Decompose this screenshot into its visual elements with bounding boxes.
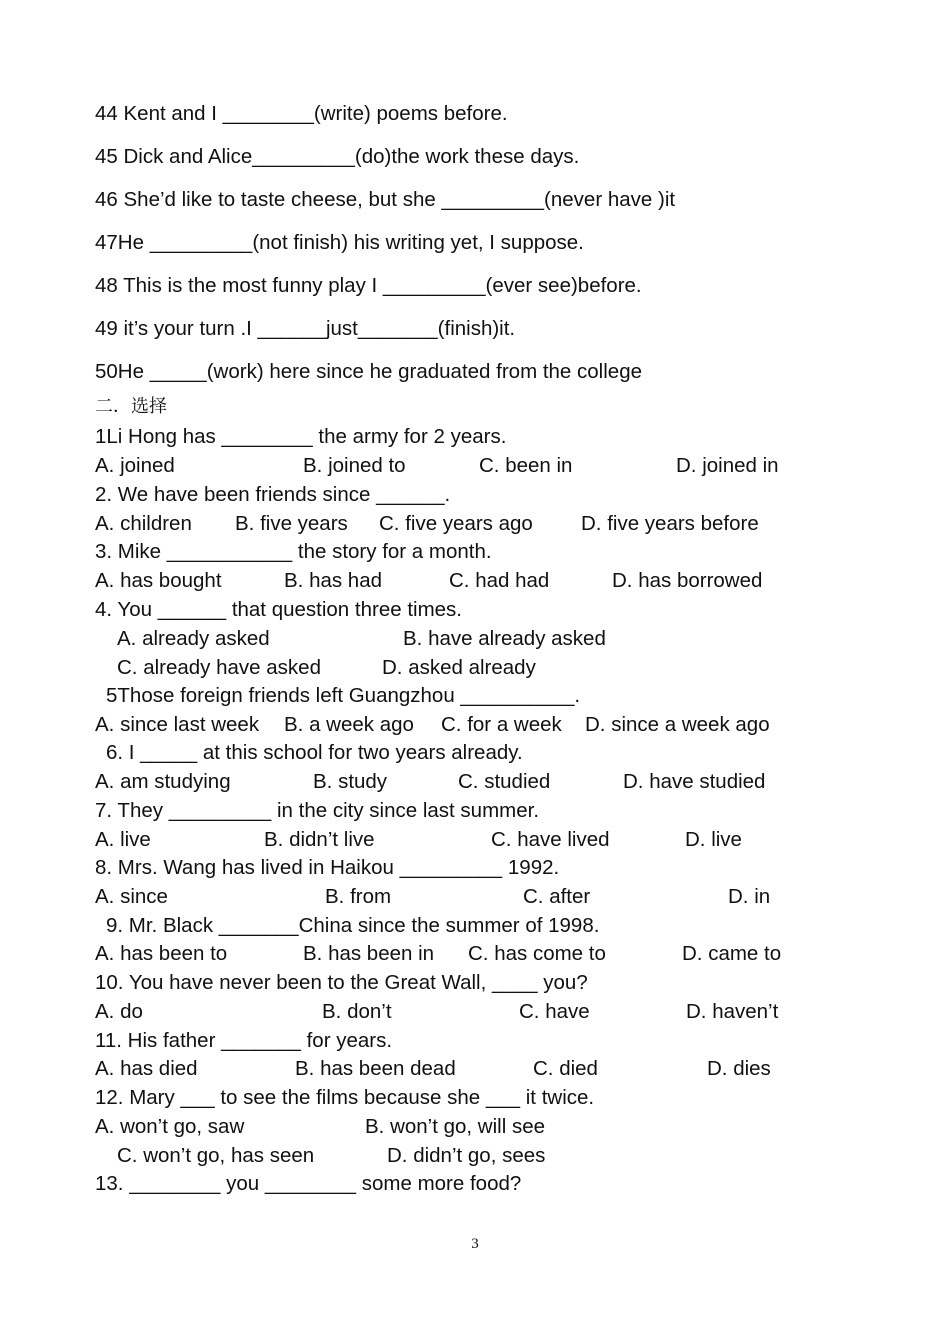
fill-in-50: 50He _____(work) here since he graduated from the college [95, 360, 642, 383]
fill-in-45: 45 Dick and Alice_________(do)the work these days. [95, 145, 580, 168]
question-5: 5Those foreign friends left Guangzhou __________. [106, 684, 581, 707]
q6-option-c: C. studied [458, 770, 551, 793]
question-1: 1Li Hong has ________ the army for 2 years. [95, 425, 507, 448]
question-11: 11. His father _______ for years. [95, 1029, 393, 1052]
q3-option-c: C. had had [449, 569, 550, 592]
fill-in-44: 44 Kent and I ________(write) poems before. [95, 102, 508, 125]
q12-option-c: C. won’t go, has seen [117, 1144, 315, 1167]
q1-option-b: B. joined to [303, 454, 406, 477]
q1-option-a: A. joined [95, 454, 175, 477]
question-4: 4. You ______ that question three times. [95, 598, 462, 621]
q10-option-b: B. don’t [322, 1000, 392, 1023]
q8-option-c: C. after [523, 885, 591, 908]
q2-option-b: B. five years [235, 512, 348, 535]
q10-option-d: D. haven’t [686, 1000, 779, 1023]
q10-option-a: A. do [95, 1000, 143, 1023]
q6-option-d: D. have studied [623, 770, 766, 793]
q6-option-b: B. study [313, 770, 388, 793]
q12-option-d: D. didn’t go, sees [387, 1144, 546, 1167]
q11-option-a: A. has died [95, 1057, 198, 1080]
q7-option-a: A. live [95, 828, 151, 851]
q7-option-b: B. didn’t live [264, 828, 375, 851]
q9-option-a: A. has been to [95, 942, 228, 965]
q3-option-b: B. has had [284, 569, 383, 592]
q3-option-d: D. has borrowed [612, 569, 763, 592]
question-6: 6. I _____ at this school for two years already. [106, 741, 523, 764]
q4-option-d: D. asked already [382, 656, 536, 679]
q8-option-b: B. from [325, 885, 392, 908]
q2-option-d: D. five years before [581, 512, 759, 535]
q6-option-a: A. am studying [95, 770, 231, 793]
question-13: 13. ________ you ________ some more food? [95, 1172, 522, 1195]
fill-in-49: 49 it’s your turn .I ______just_______(finish)it. [95, 317, 516, 340]
q4-option-b: B. have already asked [403, 627, 606, 650]
q1-option-c: C. been in [479, 454, 573, 477]
q2-option-c: C. five years ago [379, 512, 533, 535]
question-12: 12. Mary ___ to see the films because she ___ it twice. [95, 1086, 595, 1109]
q7-option-c: C. have lived [491, 828, 610, 851]
section-heading: 二．选择 [95, 396, 167, 417]
q7-option-d: D. live [685, 828, 742, 851]
q2-option-a: A. children [95, 512, 192, 535]
question-2: 2. We have been friends since ______. [95, 483, 451, 506]
question-10: 10. You have never been to the Great Wall, ____ you? [95, 971, 588, 994]
q8-option-d: D. in [728, 885, 771, 908]
q12-option-b: B. won’t go, will see [365, 1115, 546, 1138]
q5-option-c: C. for a week [441, 713, 562, 736]
q1-option-d: D. joined in [676, 454, 779, 477]
q10-option-c: C. have [519, 1000, 590, 1023]
q8-option-a: A. since [95, 885, 168, 908]
q12-option-a: A. won’t go, saw [95, 1115, 245, 1138]
q9-option-b: B. has been in [303, 942, 435, 965]
q3-option-a: A. has bought [95, 569, 222, 592]
q11-option-c: C. died [533, 1057, 598, 1080]
q9-option-d: D. came to [682, 942, 782, 965]
question-7: 7. They _________ in the city since last summer. [95, 799, 540, 822]
q4-option-a: A. already asked [117, 627, 270, 650]
question-3: 3. Mike ___________ the story for a month. [95, 540, 492, 563]
q5-option-b: B. a week ago [284, 713, 414, 736]
q5-option-a: A. since last week [95, 713, 260, 736]
q5-option-d: D. since a week ago [585, 713, 770, 736]
question-9: 9. Mr. Black _______China since the summer of 1998. [106, 914, 600, 937]
q11-option-b: B. has been dead [295, 1057, 456, 1080]
fill-in-47: 47He _________(not finish) his writing yet, I suppose. [95, 231, 584, 254]
q4-option-c: C. already have asked [117, 656, 321, 679]
q9-option-c: C. has come to [468, 942, 606, 965]
question-8: 8. Mrs. Wang has lived in Haikou _________ 1992. [95, 856, 560, 879]
page-number: 3 [471, 1236, 479, 1252]
fill-in-48: 48 This is the most funny play I _________(ever see)before. [95, 274, 642, 297]
q11-option-d: D. dies [707, 1057, 771, 1080]
fill-in-46: 46 She’d like to taste cheese, but she _________(never have )it [95, 188, 676, 211]
